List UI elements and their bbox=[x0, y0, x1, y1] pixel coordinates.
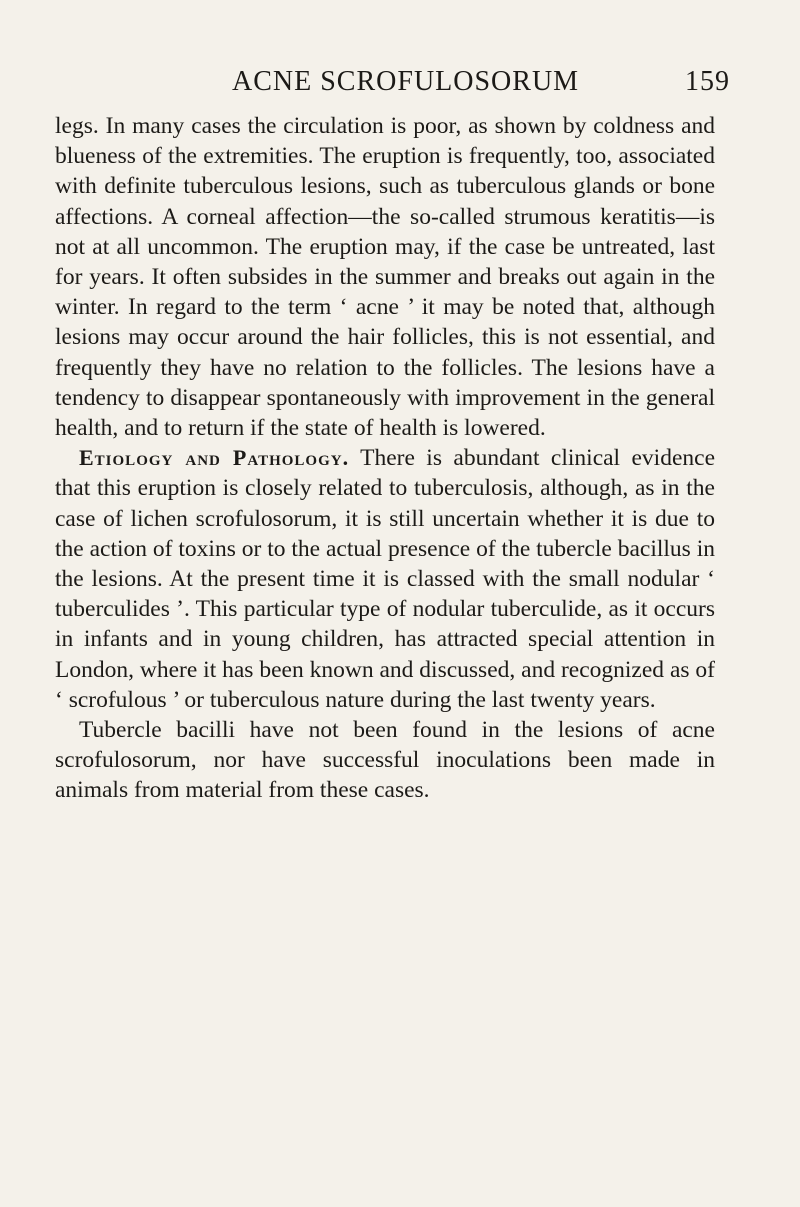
paragraph-text: There is abundant clinical evidence that this eruption is closely related to tuberculosis, although, as in the case of lichen scrofulosorum, it is still uncertain whether it is due to the action of toxins or to the actual presence of the tubercle bacillus in the lesions. At the present time it is classed with the small nodular ‘ tuberculides ’. This particular type of nodular tuberculide, as it occurs in infants and in young children, has attracted special attention in London, where it has been known and discussed, and recognized as of ‘ scrofulous ’ or tuberculous nature during the last twenty years. bbox=[55, 445, 716, 713]
paragraph-text: Tubercle bacilli have not been found in the lesions of acne scrofulosorum, nor have successful inoculations been made in animals from material from these cases. bbox=[55, 717, 715, 804]
paragraph-text: legs. In many cases the circulation is poor, as shown by coldness and blueness of the extremities. The eruption is frequently, too, associated with definite tuberculous lesions, such as tuberculous glands or bone affections. A corneal affection—the so-called strumous keratitis—is not at all uncommon. The eruption may, if the case be untreated, last for years. It often subsides in the summer and breaks out again in the winter. In regard to the term ‘ acne ’ it may be noted that, although lesions may occur around the hair follicles, this is not essential, and frequently they have no relation to the follicles. The lesions have a tendency to disappear spontaneously with improvement in the general health, and to return if the state of health is lowered. bbox=[55, 113, 715, 442]
paragraph-etiology bbox=[55, 443, 715, 715]
body-text bbox=[55, 111, 715, 806]
page-number: 159 bbox=[685, 66, 730, 97]
running-title: ACNE SCROFULOSORUM bbox=[232, 66, 580, 97]
running-header bbox=[210, 66, 730, 106]
paragraph-clinical-course bbox=[55, 111, 715, 443]
paragraph-bacilli bbox=[55, 715, 715, 806]
section-heading: Etiology and Pathology. bbox=[79, 445, 350, 471]
